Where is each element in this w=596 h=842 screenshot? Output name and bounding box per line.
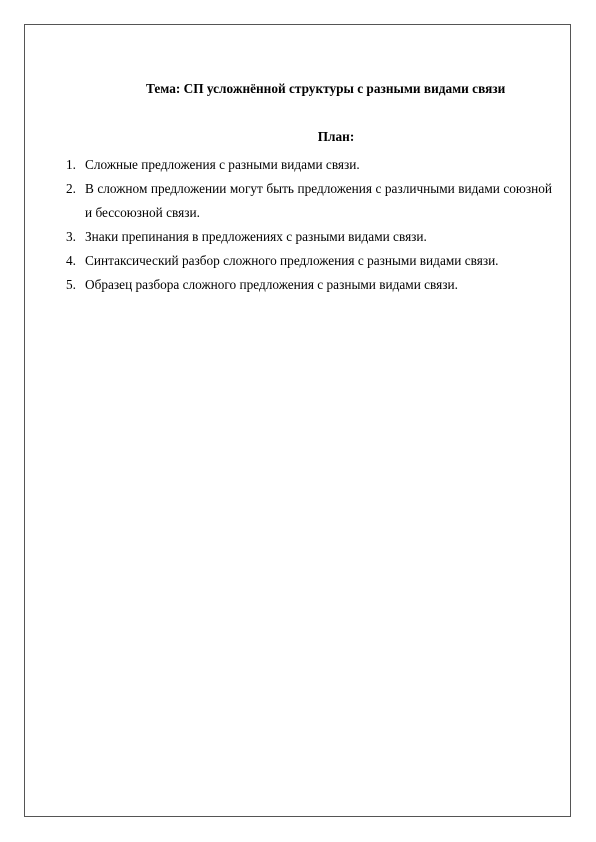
plan-item-number: 4.	[66, 253, 76, 268]
document-title: Тема: СП усложнённой структуры с разными видами связи	[146, 81, 506, 96]
plan-item-number: 1.	[66, 157, 76, 172]
plan-item	[66, 273, 552, 297]
plan-item	[66, 177, 552, 225]
plan-item-number: 5.	[66, 277, 76, 292]
plan-item	[66, 153, 552, 177]
plan-item-text: Синтаксический разбор сложного предложения с разными видами связи.	[85, 253, 499, 268]
plan-item	[66, 249, 552, 273]
plan-item-text: Сложные предложения с разными видами связи.	[85, 157, 360, 172]
plan-item-text: В сложном предложении могут быть предложения с различными видами союзной и бессоюзной связи.	[85, 181, 552, 220]
plan-item-number: 3.	[66, 229, 76, 244]
plan-heading: План:	[317, 129, 355, 144]
plan-item-number: 2.	[66, 181, 76, 196]
plan-item	[66, 225, 552, 249]
plan-list	[66, 153, 552, 297]
plan-item-text: Образец разбора сложного предложения с разными видами связи.	[85, 277, 458, 292]
plan-item-text: Знаки препинания в предложениях с разными видами связи.	[85, 229, 427, 244]
